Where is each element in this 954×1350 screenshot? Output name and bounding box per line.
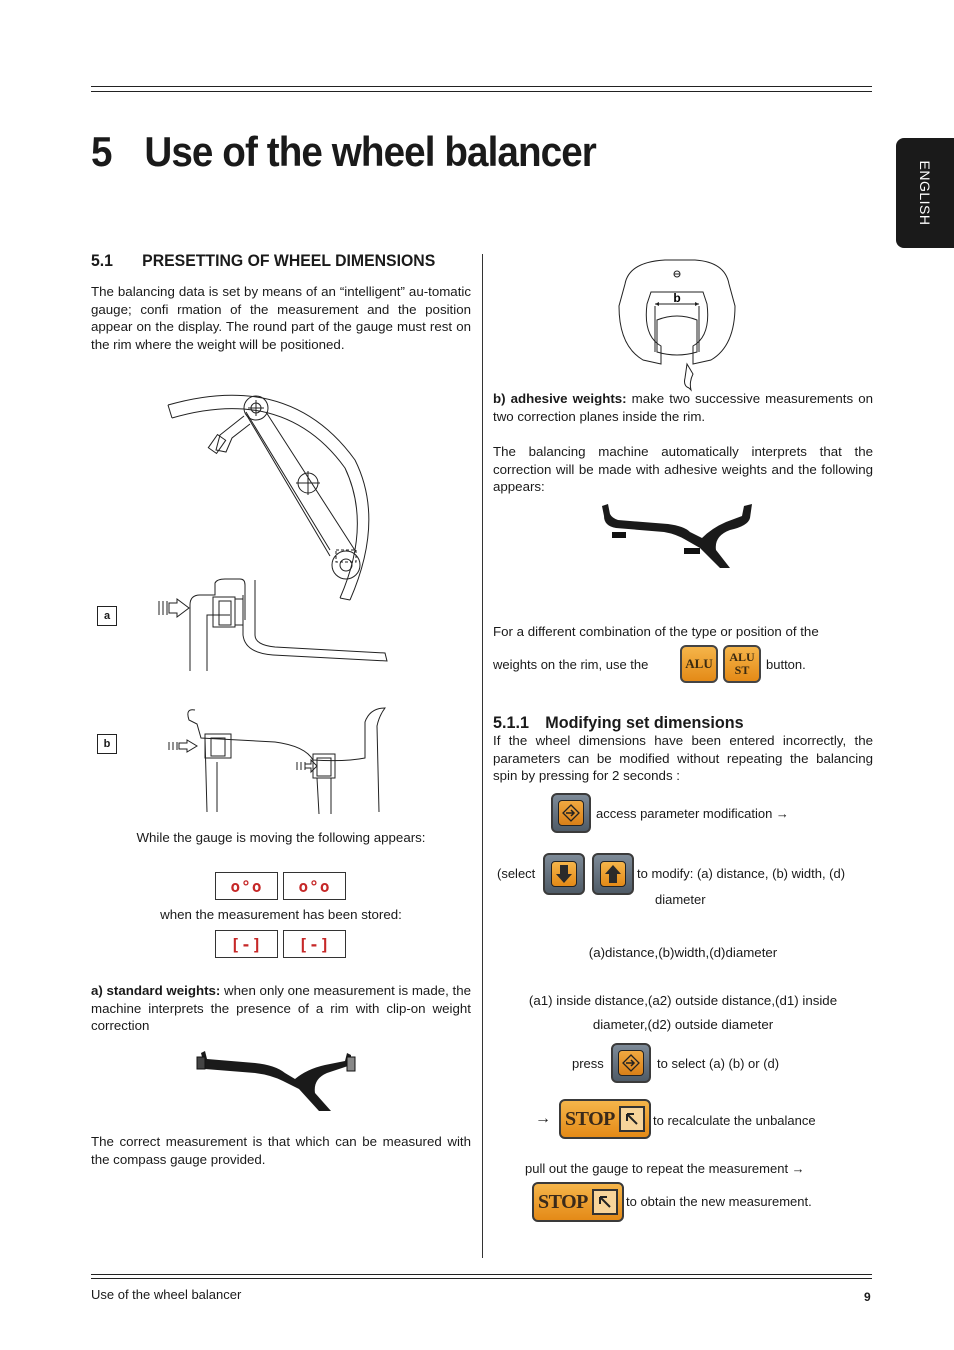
- adhesive-weights-text: make two successive measurements on two correction planes inside the rim.: [493, 391, 873, 424]
- header-rule-thin: [91, 91, 872, 92]
- chapter-title-text: Use of the wheel balancer: [144, 128, 596, 175]
- up-arrow-button[interactable]: [592, 853, 634, 895]
- arrow-down-icon: [555, 864, 573, 884]
- select-suffix-2: diameter: [655, 892, 706, 907]
- stored-text: when the measurement has been stored:: [160, 907, 402, 922]
- select-parameter-button[interactable]: [611, 1043, 651, 1083]
- section-5-1-intro: The balancing data is set by means of an “intelligent” au-tomatic gauge; confi rmation of the measurement and the position appear on the display. The round part of the gauge must rest on the rim where the weight will be positioned.: [91, 284, 471, 352]
- figure-a-rim-gauge: [155, 575, 395, 675]
- different-combination-line-3: button.: [766, 657, 806, 672]
- section-5-1-number: 5.1: [91, 251, 113, 270]
- figure-b-label: b: [97, 734, 117, 754]
- dimension-list-2b: diameter,(d2) outside diameter: [592, 1017, 774, 1032]
- language-tab-label: ENGLISH: [917, 160, 933, 226]
- arrow-up-icon: [604, 864, 622, 884]
- column-divider: [482, 254, 483, 1258]
- recalculate-arrow: →: [535, 1110, 551, 1127]
- header-rule: [91, 86, 872, 87]
- alu-button[interactable]: [680, 645, 718, 683]
- figure-a-label: a: [97, 606, 117, 626]
- press-prefix: press: [572, 1056, 604, 1071]
- figure-b-rim-gauge: [165, 702, 395, 817]
- correct-measurement-text: The correct measurement is that which can be measured with the compass gauge provided.: [91, 1134, 471, 1167]
- press-suffix: to select (a) (b) or (d): [657, 1056, 780, 1071]
- enter-arrow-icon: [622, 1054, 640, 1072]
- standard-weights-text: when only one measurement is made, the machine interprets the presence of a rim with clip-on weight correction: [91, 983, 471, 1034]
- chapter-number: 5: [91, 128, 112, 175]
- section-5-1-1-title: Modifying set dimensions: [545, 713, 744, 732]
- different-combination-line-2: weights on the rim, use the: [493, 657, 649, 672]
- adhesive-weights-paragraph: [493, 390, 873, 425]
- standard-weights-label: a) standard weights:: [91, 983, 221, 998]
- auto-interpret-text: The balancing machine automatically interprets that the correction will be made with adhesive weights and the following appears:: [493, 444, 873, 495]
- pull-out-text: pull out the gauge to repeat the measurement →: [525, 1161, 805, 1176]
- display-stored-right: [-]: [283, 930, 346, 958]
- display-stored-left: [-]: [215, 930, 278, 958]
- obtain-text: to obtain the new measurement.: [626, 1194, 812, 1209]
- display-moving-left: o°o: [215, 872, 278, 900]
- section-5-1-1-intro: If the wheel dimensions have been entered incorrectly, the parameters can be modified without repeating the balancing spin by pressing for 2 seconds :: [493, 733, 873, 784]
- width-figure-label: b: [673, 291, 681, 305]
- section-5-1-1-heading: [493, 713, 744, 733]
- moving-text: While the gauge is moving the following appears:: [136, 830, 426, 845]
- width-measurement-figure: [615, 256, 740, 396]
- alu-st-button-bottom: ST: [734, 663, 750, 677]
- adhesive-weights-label: b) adhesive weights:: [493, 391, 627, 406]
- access-parameter-button[interactable]: [551, 793, 591, 833]
- footer-title: Use of the wheel balancer: [91, 1287, 242, 1302]
- corner-arrow-icon: [592, 1189, 618, 1215]
- page-number: 9: [864, 1290, 871, 1304]
- display-moving-right: o°o: [283, 872, 346, 900]
- stop-label: STOP: [538, 1190, 588, 1213]
- section-5-1-title: PRESETTING OF WHEEL DIMENSIONS: [142, 251, 436, 270]
- down-arrow-button[interactable]: [543, 853, 585, 895]
- corner-arrow-icon: [619, 1106, 645, 1132]
- footer-rule: [91, 1274, 872, 1275]
- recalculate-text: to recalculate the unbalance: [653, 1113, 816, 1128]
- different-combination-line-1: For a different combination of the type or position of the: [493, 624, 819, 639]
- section-5-1-1-number: 5.1.1: [493, 713, 529, 732]
- stop-label: STOP: [565, 1107, 615, 1130]
- enter-arrow-icon: [562, 804, 580, 822]
- adhesive-rim-profile-icon: [598, 500, 758, 570]
- chapter-title: [91, 128, 596, 176]
- dimension-list-1: (a)distance,(b)width,(d)diameter: [588, 945, 778, 960]
- alu-st-button-top: ALU: [729, 650, 755, 664]
- section-5-1-heading: [91, 251, 435, 271]
- clip-on-rim-profile-icon: [195, 1045, 360, 1115]
- alu-st-button[interactable]: [723, 645, 761, 683]
- access-parameter-text: access parameter modification →: [596, 806, 789, 821]
- gauge-arc-figure: [160, 380, 400, 605]
- footer-rule-thin: [91, 1278, 872, 1279]
- stop-button-recalculate[interactable]: [559, 1099, 651, 1139]
- language-tab: [896, 138, 954, 248]
- standard-weights-paragraph: [91, 982, 471, 1035]
- dimension-list-2a: (a1) inside distance,(a2) outside distance,(d1) inside: [528, 993, 838, 1008]
- stop-button-obtain[interactable]: [532, 1182, 624, 1222]
- alu-button-label: ALU: [685, 656, 713, 671]
- select-suffix: to modify: (a) distance, (b) width, (d): [637, 866, 846, 881]
- select-prefix: (select: [497, 866, 536, 881]
